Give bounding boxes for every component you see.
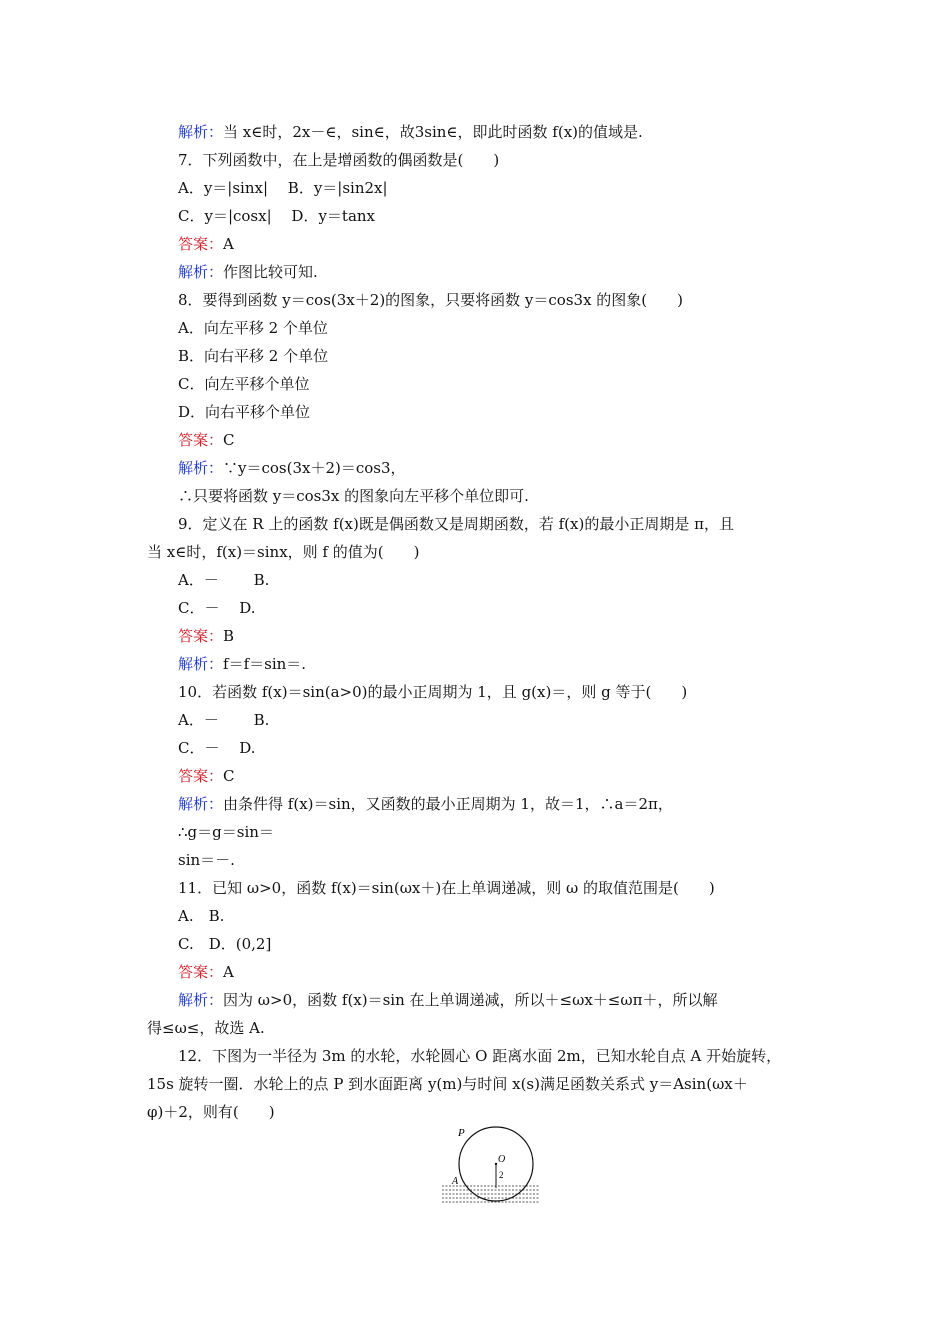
- text-line: [147, 542, 419, 562]
- line-text: C．－ D.: [178, 599, 256, 617]
- text-line: [178, 374, 309, 394]
- text-line: [178, 430, 235, 450]
- line-text: A．y＝|sinx| B．y＝|sin2x|: [178, 179, 388, 197]
- line-text: 8．要得到函数 y＝cos(3x＋2)的图象，只要将函数 y＝cos3x 的图象( ): [178, 291, 684, 309]
- water-surface-hatching: [442, 1186, 540, 1202]
- line-text: C．向左平移个单位: [178, 375, 310, 393]
- text-line: [147, 1018, 265, 1038]
- line-text: ∴只要将函数 y＝cos3x 的图象向左平移个单位即可.: [178, 487, 529, 505]
- text-line: [178, 654, 306, 674]
- line-text: 由条件得 f(x)＝sin，又函数的最小正周期为 1，故＝1，∴a＝2π，: [223, 795, 673, 813]
- line-text: A．－ B.: [178, 571, 270, 589]
- text-line: [178, 346, 328, 366]
- line-text: C．y＝|cosx| D．y＝tanx: [178, 207, 376, 225]
- text-line: [147, 1102, 275, 1122]
- line-text: ∵y＝cos(3x＋2)＝cos3，: [223, 459, 406, 477]
- line-text: C: [223, 431, 235, 449]
- text-line: [178, 290, 683, 310]
- text-line: [178, 402, 310, 422]
- text-line: [178, 766, 235, 786]
- line-text: A．向左平移 2 个单位: [178, 319, 328, 337]
- line-text: A: [223, 235, 234, 253]
- line-text: 因为 ω>0，函数 f(x)＝sin 在上单调递减，所以＋≤ωx＋≤ωπ＋，所以解: [223, 991, 718, 1009]
- answer-label: 答案：: [178, 431, 224, 449]
- answer-label: 答案：: [178, 767, 224, 785]
- answer-label: 答案：: [178, 235, 224, 253]
- line-text: A. B.: [178, 907, 225, 925]
- text-line: [178, 1046, 781, 1066]
- label-A: A: [452, 1176, 459, 1187]
- text-line: [178, 486, 529, 506]
- line-text: C: [223, 767, 235, 785]
- text-line: [178, 710, 269, 730]
- text-line: [178, 990, 717, 1010]
- analysis-label: 解析：: [178, 655, 224, 673]
- line-text: A: [223, 963, 234, 981]
- text-line: [178, 150, 499, 170]
- text-line: [178, 458, 406, 478]
- line-text: 11．已知 ω>0，函数 f(x)＝sin(ωx＋)在上单调递减，则 ω 的取值范围是( ): [178, 879, 715, 897]
- line-text: C．－ D.: [178, 739, 256, 757]
- line-text: 得≤ω≤，故选 A.: [147, 1019, 265, 1037]
- label-O: O: [498, 1154, 506, 1165]
- analysis-label: 解析：: [178, 991, 224, 1009]
- line-text: 12．下图为一半径为 3m 的水轮，水轮圆心 O 距离水面 2m，已知水轮自点 A 开始旋转，: [178, 1047, 782, 1065]
- center-point: [495, 1163, 497, 1165]
- text-line: [178, 934, 271, 954]
- text-line: [178, 262, 318, 282]
- text-line: [178, 318, 328, 338]
- text-line: [178, 738, 256, 758]
- analysis-label: 解析：: [178, 123, 224, 141]
- text-line: [178, 206, 375, 226]
- text-line: [178, 598, 256, 618]
- line-text: φ)＋2，则有( ): [147, 1103, 275, 1121]
- line-text: 7．下列函数中，在上是增函数的偶函数是( ): [178, 151, 500, 169]
- line-text: 10．若函数 f(x)＝sin(a>0)的最小正周期为 1，且 g(x)＝，则 g 等于( ): [178, 683, 688, 701]
- text-line: [178, 794, 673, 814]
- line-text: 作图比较可知.: [223, 263, 318, 281]
- line-text: C. D．(0,2]: [178, 935, 272, 953]
- text-line: [178, 878, 715, 898]
- text-line: [178, 626, 234, 646]
- text-line: [178, 122, 643, 142]
- text-line: [178, 178, 388, 198]
- line-text: 当 x∈时，2x－∈，sin∈，故3sin∈，即此时函数 f(x)的值域是.: [223, 123, 643, 141]
- line-text: sin＝－.: [178, 851, 235, 869]
- label-P: P: [458, 1127, 465, 1139]
- line-text: 15s 旋转一圈．水轮上的点 P 到水面距离 y(m)与时间 x(s)满足函数关系式 y＝Asin(ωx＋: [147, 1075, 748, 1093]
- answer-label: 答案：: [178, 627, 224, 645]
- text-line: [147, 1074, 748, 1094]
- line-text: B: [223, 627, 235, 645]
- text-line: [178, 234, 234, 254]
- line-text: 9．定义在 R 上的函数 f(x)既是偶函数又是周期函数，若 f(x)的最小正周期是 π，且: [178, 515, 734, 533]
- line-text: ∴g＝g＝sin＝: [178, 823, 274, 841]
- analysis-label: 解析：: [178, 795, 224, 813]
- analysis-label: 解析：: [178, 459, 224, 477]
- text-line: [178, 962, 234, 982]
- water-wheel-figure: [440, 1122, 546, 1208]
- line-text: D．向右平移个单位: [178, 403, 311, 421]
- line-text: 当 x∈时，f(x)＝sinx，则 f 的值为( ): [147, 543, 420, 561]
- text-line: [178, 906, 224, 926]
- text-line: [178, 570, 269, 590]
- line-text: A．－ B.: [178, 711, 270, 729]
- label-2: 2: [499, 1170, 504, 1180]
- analysis-label: 解析：: [178, 263, 224, 281]
- text-line: [178, 850, 235, 870]
- answer-label: 答案：: [178, 963, 224, 981]
- line-text: f＝f＝sin＝.: [223, 655, 307, 673]
- text-line: [178, 682, 687, 702]
- text-line: [178, 514, 734, 534]
- text-line: [178, 822, 274, 842]
- line-text: B．向右平移 2 个单位: [178, 347, 329, 365]
